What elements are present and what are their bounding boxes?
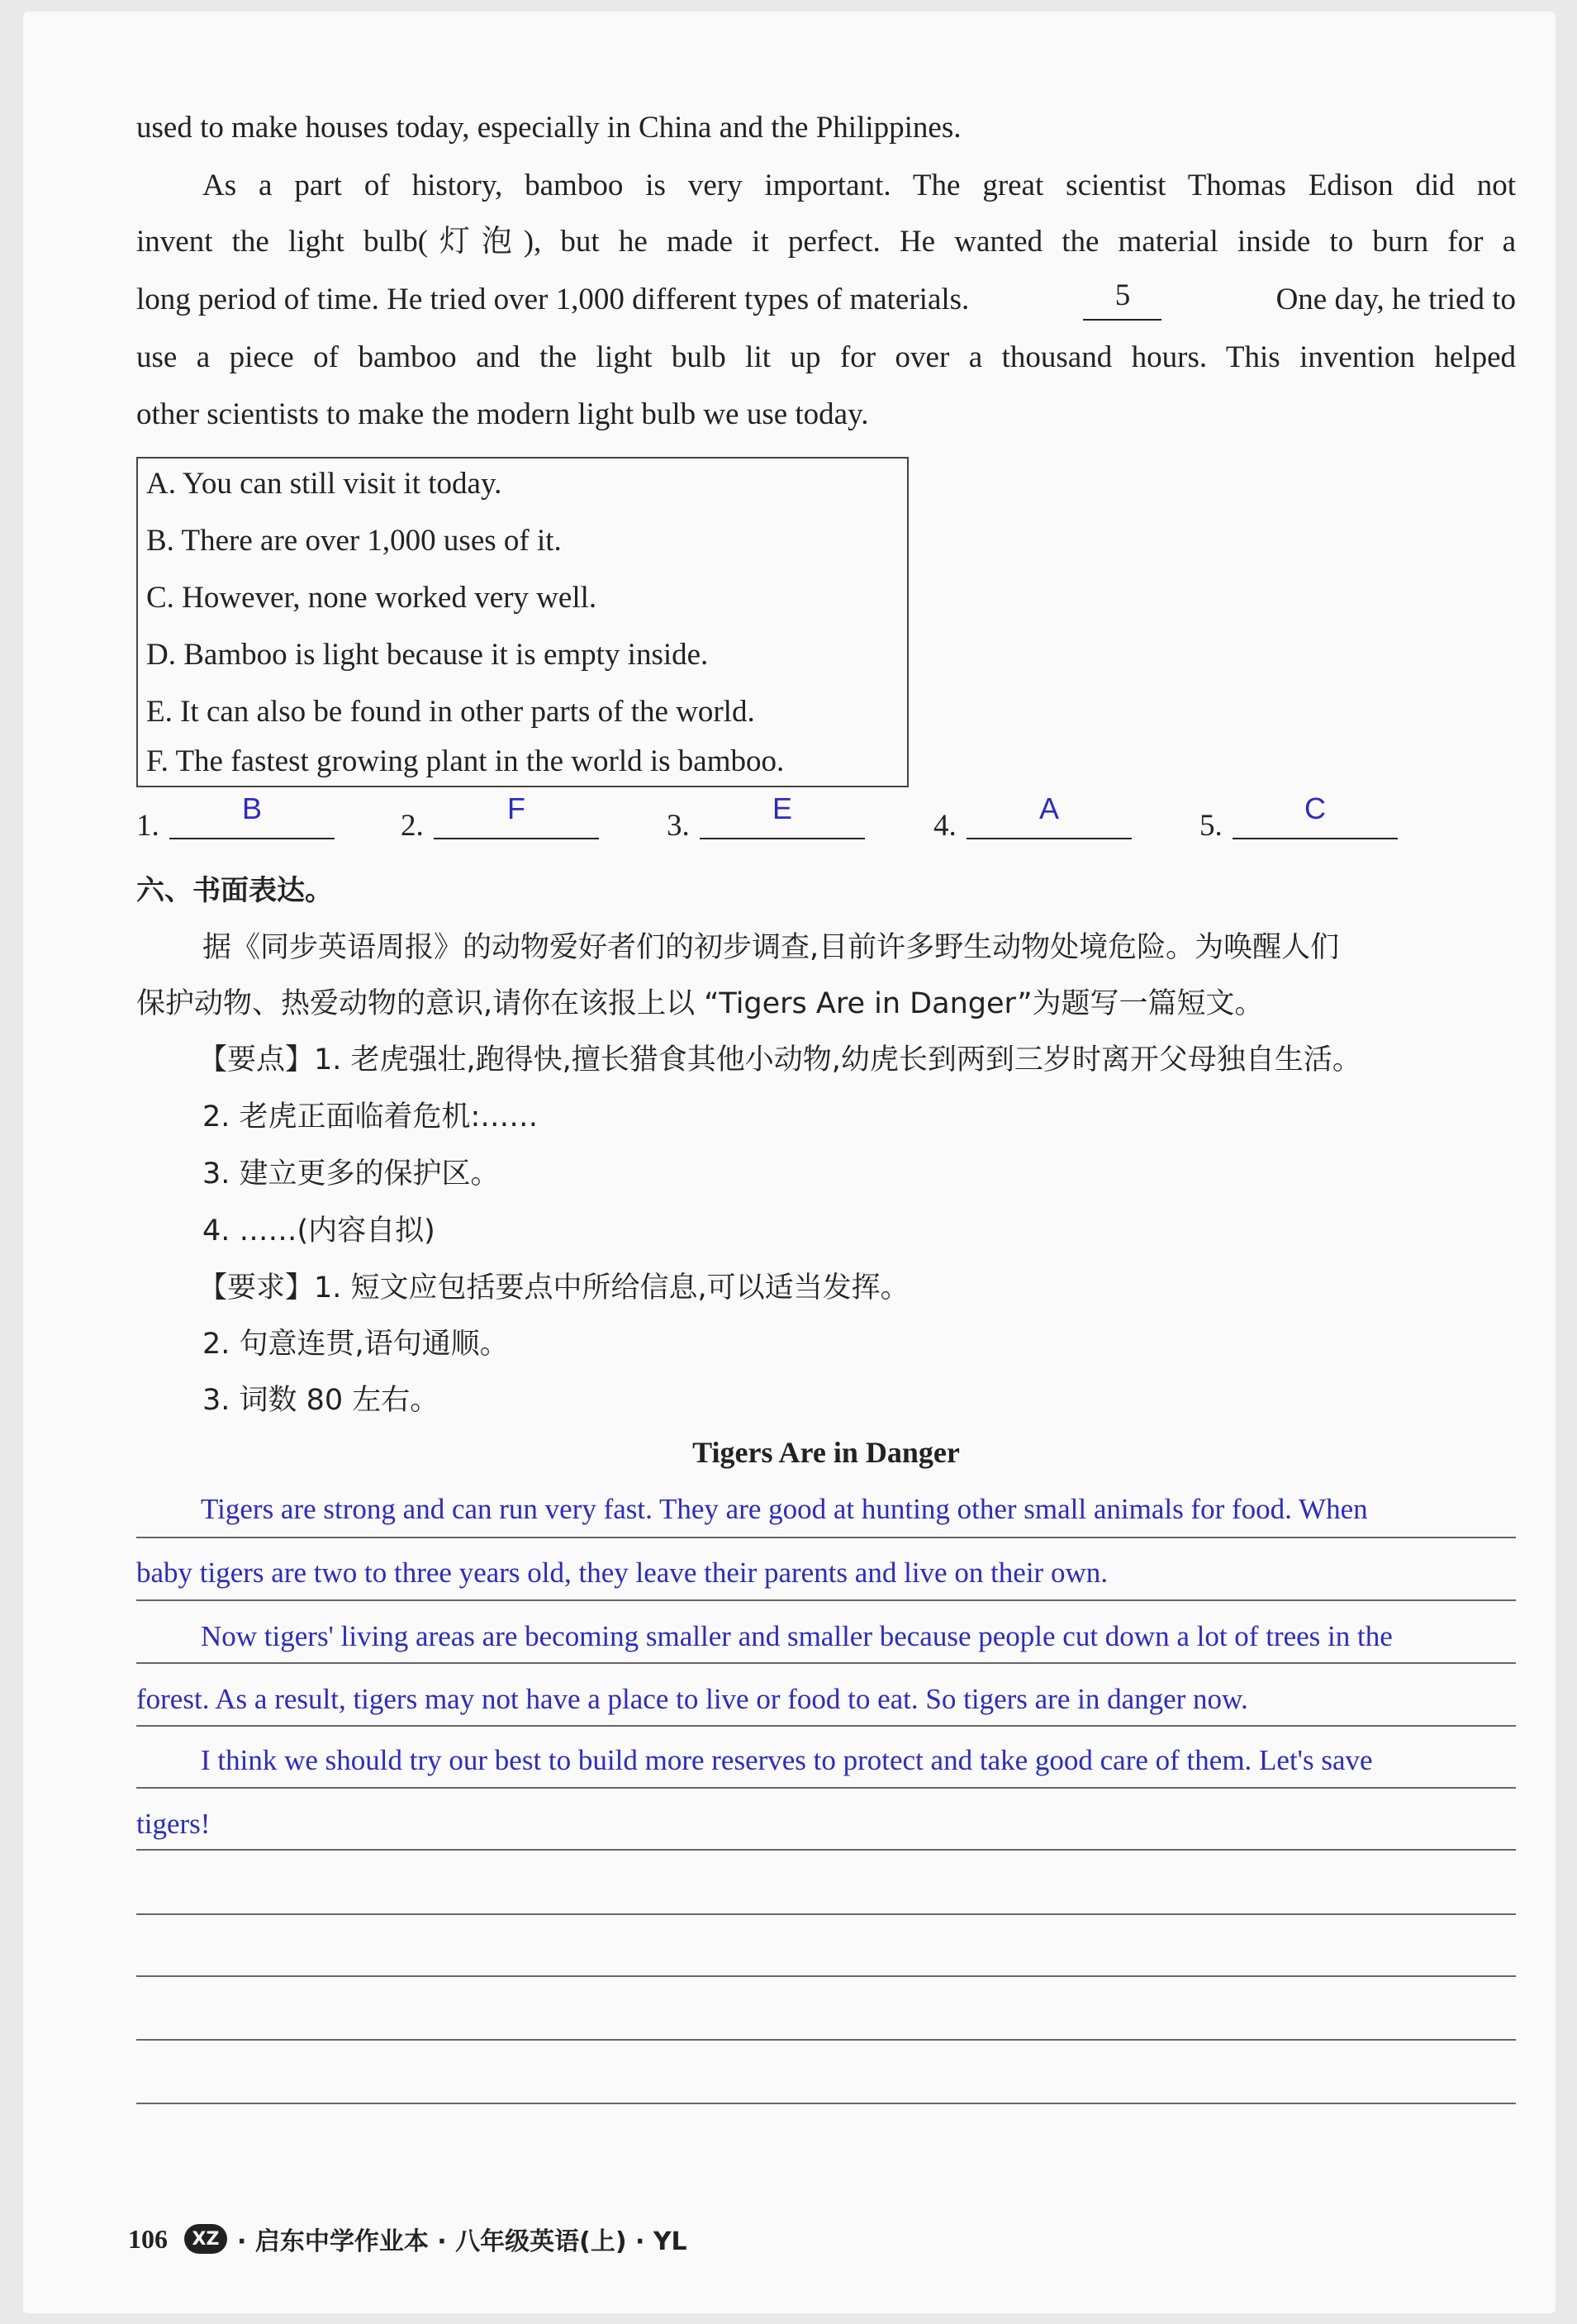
blank-5: 5: [1083, 279, 1161, 321]
ruled-line: [136, 1849, 1516, 1851]
answer-value: A: [1038, 791, 1059, 825]
ruled-line: [136, 2039, 1516, 2041]
option-b: B. There are over 1,000 uses of it.: [146, 524, 562, 558]
ruled-line: [136, 1599, 1516, 1601]
option-a: A. You can still visit it today.: [146, 467, 502, 501]
requirement-3: 3. 词数 80 左右。: [202, 1384, 439, 1417]
answer-number: 2.: [401, 809, 424, 843]
essay-line-3: Now tigers' living areas are becoming smaller and smaller because people cut down a lot of trees in the: [201, 1620, 1393, 1652]
essay-line-1: Tigers are strong and can run very fast. They are good at hunting other small animals for food. When: [201, 1493, 1368, 1525]
ruled-line: [136, 1913, 1516, 1915]
passage-line-4-start: long period of time. He tried over 1,000 different types of materials.: [136, 283, 970, 316]
section-title: 六、书面表达。: [136, 874, 333, 907]
intro-line-2: 保护动物、热爱动物的意识,请你在该报上以 “Tigers Are in Danger”为题写一篇短文。: [136, 987, 1264, 1020]
ruled-line: [136, 1662, 1516, 1664]
passage-line-2: As a part of history, bamboo is very important. The great scientist Thomas Edison did not: [202, 169, 1516, 202]
ruled-line: [136, 1537, 1516, 1538]
option-c: C. However, none worked very well.: [146, 581, 597, 615]
ruled-line: [136, 1787, 1516, 1789]
answer-value: E: [772, 791, 792, 825]
point-1: 【要点】1. 老虎强壮,跑得快,擅长猎食其他小动物,幼虎长到两到三岁时离开父母独自生活。: [198, 1043, 1361, 1076]
essay-title: Tigers Are in Danger: [692, 1436, 960, 1469]
point-2: 2. 老虎正面临着危机:……: [202, 1100, 539, 1133]
requirement-2: 2. 句意连贯,语句通顺。: [202, 1328, 509, 1361]
answer-number: 1.: [136, 809, 159, 843]
answer-number: 5.: [1199, 809, 1223, 843]
point-3: 3. 建立更多的保护区。: [202, 1157, 500, 1191]
point-4: 4. ……(内容自拟): [202, 1214, 435, 1248]
passage-line-4-end: One day, he tried to: [1275, 283, 1516, 316]
intro-line-1: 据《同步英语周报》的动物爱好者们的初步调查,目前许多野生动物处境危险。为唤醒人们: [202, 931, 1340, 964]
answer-number: 3.: [667, 809, 690, 843]
passage-line-1: used to make houses today, especially in China and the Philippines.: [136, 111, 962, 145]
essay-line-5: I think we should try our best to build more reserves to protect and take good care of them. Let's save: [201, 1744, 1373, 1776]
option-f: F. The fastest growing plant in the world is bamboo.: [146, 744, 785, 778]
essay-line-2: baby tigers are two to three years old, they leave their parents and live on their own.: [136, 1556, 1108, 1589]
requirement-1: 【要求】1. 短文应包括要点中所给信息,可以适当发挥。: [198, 1271, 910, 1305]
option-e: E. It can also be found in other parts of the world.: [146, 695, 755, 729]
passage-line-4: [136, 279, 1516, 321]
answer-value: B: [241, 791, 262, 825]
ruled-line: [136, 1975, 1516, 1977]
option-d: D. Bamboo is light because it is empty inside.: [146, 638, 709, 672]
passage-line-6: other scientists to make the modern light bulb we use today.: [136, 397, 869, 431]
answer-value: C: [1304, 791, 1326, 825]
passage-line-5: use a piece of bamboo and the light bulb lit up for over a thousand hours. This invention helped: [136, 340, 1516, 374]
page-footer: [128, 2221, 687, 2257]
passage-line-3: invent the light bulb(灯泡), but he made it perfect. He wanted the material inside to burn for a: [136, 225, 1516, 259]
answer-value: F: [507, 791, 525, 825]
publisher-badge: XZ: [184, 2224, 227, 2254]
essay-line-6: tigers!: [136, 1808, 211, 1840]
page-number: 106: [128, 2223, 168, 2254]
book-title: · 启东中学作业本 · 八年级英语(上) · YL: [237, 2227, 687, 2256]
answer-number: 4.: [933, 809, 957, 843]
ruled-line: [136, 1725, 1516, 1727]
essay-line-4: forest. As a result, tigers may not have a place to live or food to eat. So tigers are in danger now.: [136, 1683, 1248, 1715]
ruled-line: [136, 2103, 1516, 2104]
options-box: [136, 457, 909, 787]
